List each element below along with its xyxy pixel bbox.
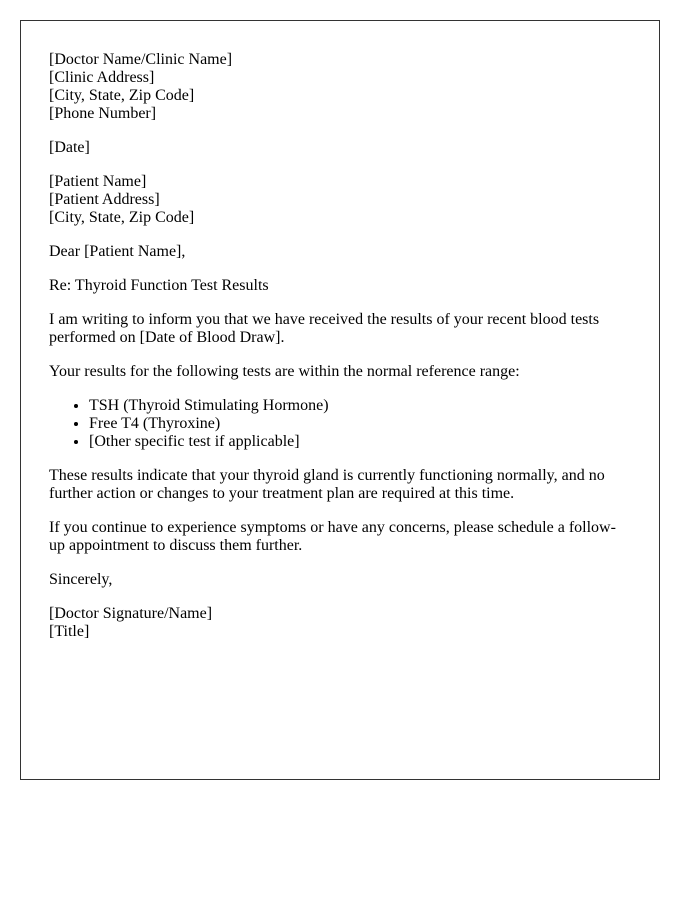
sender-phone: [Phone Number] xyxy=(49,105,157,122)
closing-block xyxy=(49,571,631,589)
test-list-item: • Free T4 (Thyroxine) xyxy=(89,415,631,433)
closing: Sincerely, xyxy=(49,571,113,588)
intro-paragraph-block xyxy=(49,311,631,347)
list-intro-block xyxy=(49,363,631,381)
subject-line: Re: Thyroid Function Test Results xyxy=(49,277,269,294)
salutation: Dear [Patient Name], xyxy=(49,243,186,260)
sender-address: [Clinic Address] xyxy=(49,69,155,86)
sender-block xyxy=(49,51,631,123)
test-list xyxy=(49,397,631,451)
follow-up-block xyxy=(49,519,631,555)
date-block xyxy=(49,139,631,157)
conclusion-paragraph: These results indicate that your thyroid gland is currently functioning normally, and no further action or changes to your treatment plan are required at this time. xyxy=(49,467,605,502)
sender-name: [Doctor Name/Clinic Name] xyxy=(49,51,233,68)
conclusion-block xyxy=(49,467,631,503)
test-list-item: • [Other specific test if applicable] xyxy=(89,433,631,451)
letter-date: [Date] xyxy=(49,139,90,156)
signature-name: [Doctor Signature/Name] xyxy=(49,605,213,622)
sender-city-state-zip: [City, State, Zip Code] xyxy=(49,87,195,104)
recipient-name: [Patient Name] xyxy=(49,173,147,190)
signature-block xyxy=(49,605,631,641)
subject-block xyxy=(49,277,631,295)
recipient-address: [Patient Address] xyxy=(49,191,160,208)
intro-paragraph: I am writing to inform you that we have received the results of your recent blood tests performed on [Date of Blood Draw]. xyxy=(49,311,600,346)
follow-up-paragraph: If you continue to experience symptoms or have any concerns, please schedule a follow-up appointment to discuss them further. xyxy=(49,519,616,554)
letter-container xyxy=(20,20,660,780)
test-list-item: • TSH (Thyroid Stimulating Hormone) xyxy=(89,397,631,415)
salutation-block xyxy=(49,243,631,261)
recipient-block xyxy=(49,173,631,227)
recipient-city-state-zip: [City, State, Zip Code] xyxy=(49,209,195,226)
signature-title: [Title] xyxy=(49,623,90,640)
list-intro-paragraph: Your results for the following tests are within the normal reference range: xyxy=(49,363,520,380)
